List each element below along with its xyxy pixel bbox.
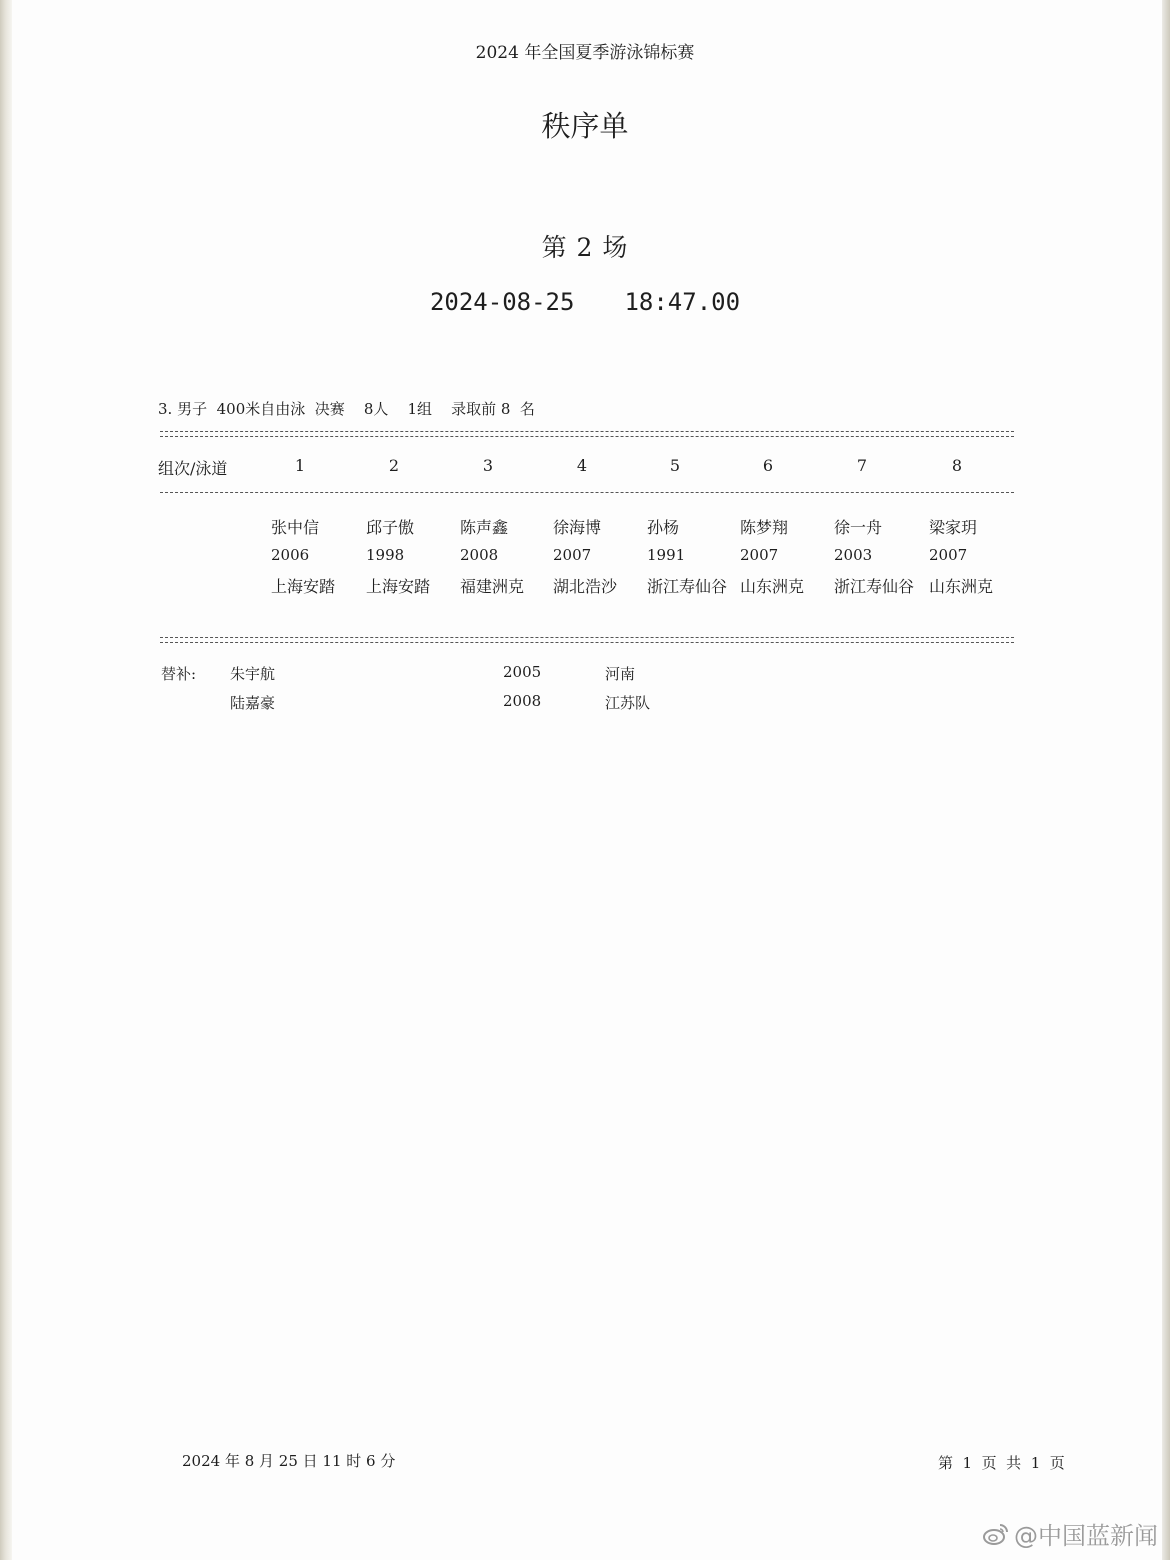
alternate-team-2: 江苏队 bbox=[605, 694, 651, 712]
entry-name-lane-2: 邱子傲 bbox=[366, 518, 415, 537]
entry-team-lane-1: 上海安踏 bbox=[271, 577, 336, 596]
watermark bbox=[982, 1516, 1158, 1551]
lane-number-4: 4 bbox=[576, 456, 588, 475]
divider-top bbox=[160, 431, 1014, 437]
entry-year-lane-5: 1991 bbox=[647, 546, 686, 564]
session-title: 第 2 场 bbox=[541, 233, 629, 262]
entry-name-lane-3: 陈声鑫 bbox=[460, 518, 509, 537]
entry-name-lane-8: 梁家玥 bbox=[929, 518, 978, 537]
lane-number-5: 5 bbox=[669, 456, 681, 475]
entry-year-lane-8: 2007 bbox=[929, 546, 968, 564]
entry-name-lane-7: 徐一舟 bbox=[834, 518, 883, 537]
alternate-year-1: 2005 bbox=[503, 663, 542, 681]
session-datetime bbox=[0, 288, 1170, 316]
page-number: 第 1 页 共 1 页 bbox=[938, 1454, 1065, 1472]
lane-number-8: 8 bbox=[951, 456, 963, 475]
entry-team-lane-7: 浙江寿仙谷 bbox=[834, 577, 915, 596]
session-time: 18:47.00 bbox=[624, 288, 741, 316]
entry-name-lane-5: 孙杨 bbox=[647, 518, 680, 537]
lane-number-6: 6 bbox=[762, 456, 774, 475]
entry-team-lane-5: 浙江寿仙谷 bbox=[647, 577, 728, 596]
print-timestamp: 2024 年 8 月 25 日 11 时 6 分 bbox=[182, 1452, 396, 1470]
alternate-name-2: 陆嘉豪 bbox=[230, 694, 276, 712]
entry-year-lane-4: 2007 bbox=[553, 546, 592, 564]
event-description: 3. 男子 400米自由泳 决赛 8人 1组 录取前 8 名 bbox=[158, 400, 535, 418]
lane-number-3: 3 bbox=[482, 456, 494, 475]
lane-header-label: 组次/泳道 bbox=[158, 459, 228, 478]
lane-number-2: 2 bbox=[388, 456, 400, 475]
entry-year-lane-3: 2008 bbox=[460, 546, 499, 564]
divider-bottom bbox=[160, 637, 1014, 643]
weibo-icon bbox=[982, 1522, 1010, 1546]
alternate-team-1: 河南 bbox=[605, 665, 636, 683]
entry-year-lane-1: 2006 bbox=[271, 546, 310, 564]
session-date: 2024-08-25 bbox=[429, 288, 575, 316]
lane-number-7: 7 bbox=[856, 456, 868, 475]
lane-number-1: 1 bbox=[294, 456, 306, 475]
entry-team-lane-3: 福建洲克 bbox=[460, 577, 525, 596]
entry-year-lane-6: 2007 bbox=[740, 546, 779, 564]
entry-team-lane-2: 上海安踏 bbox=[366, 577, 431, 596]
entry-team-lane-4: 湖北浩沙 bbox=[553, 577, 618, 596]
championship-title: 2024 年全国夏季游泳锦标赛 bbox=[475, 43, 695, 63]
entry-team-lane-6: 山东洲克 bbox=[740, 577, 805, 596]
entry-year-lane-7: 2003 bbox=[834, 546, 873, 564]
entry-year-lane-2: 1998 bbox=[366, 546, 405, 564]
document-title: 秩序单 bbox=[541, 109, 629, 143]
alternate-year-2: 2008 bbox=[503, 692, 542, 710]
entry-name-lane-6: 陈梦翔 bbox=[740, 518, 789, 537]
alternates-label: 替补: bbox=[161, 665, 197, 683]
entry-name-lane-4: 徐海博 bbox=[553, 518, 602, 537]
watermark-text: @中国蓝新闻 bbox=[1014, 1522, 1158, 1550]
alternate-name-1: 朱宇航 bbox=[230, 665, 276, 683]
entry-name-lane-1: 张中信 bbox=[271, 518, 320, 537]
divider-header bbox=[160, 492, 1014, 493]
entry-team-lane-8: 山东洲克 bbox=[929, 577, 994, 596]
